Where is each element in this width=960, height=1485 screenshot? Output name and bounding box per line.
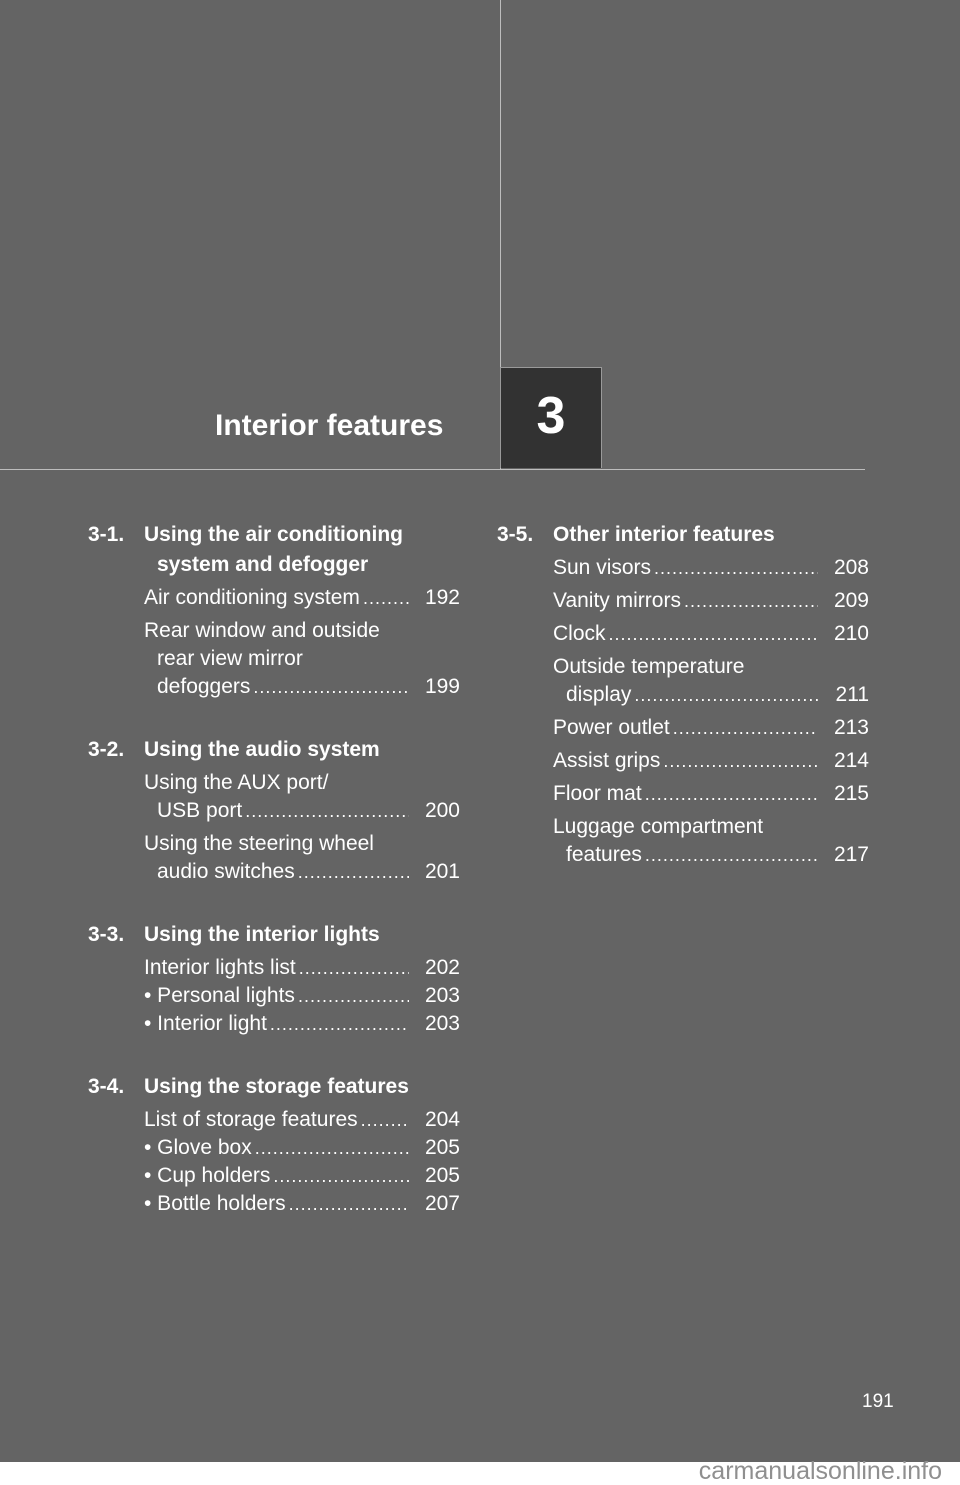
- section-title[interactable]: Using the air conditioning system and defogger: [144, 523, 403, 576]
- page-ref: 217: [833, 843, 869, 866]
- leader-dots: [298, 982, 409, 1010]
- section-title[interactable]: Using the storage features: [144, 1075, 409, 1098]
- page-ref: 214: [833, 749, 869, 772]
- chapter-number: 3: [536, 387, 566, 445]
- leader-dots: [673, 714, 818, 742]
- section-title[interactable]: Using the interior lights: [144, 923, 380, 946]
- toc-entry[interactable]: • Bottle holders ..... 207: [144, 1190, 460, 1218]
- page-ref: 210: [833, 622, 869, 645]
- page-ref: 207: [424, 1192, 460, 1215]
- leader-dots: [654, 554, 818, 582]
- toc-entry[interactable]: Rear window and outside rear view mirror defoggers ..... 199: [144, 617, 460, 701]
- toc-right-column: [497, 520, 869, 903]
- leader-dots: [255, 1134, 409, 1162]
- toc-section-3-5: [497, 520, 869, 869]
- toc-entry[interactable]: Vanity mirrors ..... 209: [553, 587, 869, 615]
- toc-section-3-4: [88, 1072, 460, 1218]
- leader-dots: [363, 584, 409, 612]
- leader-dots: [634, 681, 818, 709]
- page-ref: 215: [833, 782, 869, 805]
- section-title[interactable]: Other interior features: [553, 523, 775, 546]
- leader-dots: [609, 620, 818, 648]
- leader-dots: [663, 747, 818, 775]
- toc-section-3-1: [88, 520, 460, 701]
- section-number: 3-4.: [88, 1075, 125, 1098]
- leader-dots: [253, 673, 409, 701]
- toc-entry[interactable]: • Cup holders ..... 205: [144, 1162, 460, 1190]
- toc-entry[interactable]: Floor mat ..... 215: [553, 780, 869, 808]
- watermark: carmanualsonline.info: [698, 1457, 942, 1485]
- leader-dots: [270, 1010, 409, 1038]
- leader-dots: [299, 954, 409, 982]
- page-ref: 213: [833, 716, 869, 739]
- page-ref: 202: [424, 956, 460, 979]
- section-number: 3-2.: [88, 738, 125, 761]
- horizontal-rule: [0, 469, 865, 470]
- toc-entry[interactable]: Power outlet ..... 213: [553, 714, 869, 742]
- section-number: 3-1.: [88, 523, 125, 546]
- page-ref: 203: [424, 1012, 460, 1035]
- page-ref: 200: [424, 799, 460, 822]
- toc-entry[interactable]: Assist grips ..... 214: [553, 747, 869, 775]
- page-ref: 205: [424, 1136, 460, 1159]
- toc-entry[interactable]: Luggage compartment features ..... 217: [553, 813, 869, 869]
- page-ref: 201: [424, 860, 460, 883]
- page-ref: 209: [833, 589, 869, 612]
- toc-entry[interactable]: Air conditioning system ..... 192: [144, 584, 460, 612]
- chapter-title: Interior features: [215, 409, 444, 442]
- leader-dots: [289, 1190, 409, 1218]
- leader-dots: [273, 1162, 409, 1190]
- toc-entry[interactable]: Using the steering wheel audio switches ..... 201: [144, 830, 460, 886]
- page-ref: 192: [424, 586, 460, 609]
- leader-dots: [298, 858, 409, 886]
- leader-dots: [645, 841, 818, 869]
- leader-dots: [684, 587, 818, 615]
- page-ref: 204: [424, 1108, 460, 1131]
- page-ref: 203: [424, 984, 460, 1007]
- leader-dots: [645, 780, 818, 808]
- toc-entry[interactable]: Using the AUX port/ USB port ..... 200: [144, 769, 460, 825]
- toc-entry[interactable]: • Interior light ..... 203: [144, 1010, 460, 1038]
- section-title[interactable]: Using the audio system: [144, 738, 380, 761]
- toc-entry[interactable]: Outside temperature display ..... 211: [553, 653, 869, 709]
- page-number: 191: [862, 1391, 894, 1412]
- toc-entry[interactable]: Sun visors ..... 208: [553, 554, 869, 582]
- toc-section-3-2: [88, 735, 460, 886]
- toc-entry[interactable]: Clock ..... 210: [553, 620, 869, 648]
- leader-dots: [245, 797, 409, 825]
- section-number: 3-3.: [88, 923, 125, 946]
- toc-section-3-3: [88, 920, 460, 1038]
- leader-dots: [361, 1106, 409, 1134]
- section-number: 3-5.: [497, 523, 534, 546]
- toc-entry[interactable]: • Glove box ..... 205: [144, 1134, 460, 1162]
- toc-entry[interactable]: List of storage features ..... 204: [144, 1106, 460, 1134]
- page-ref: 205: [424, 1164, 460, 1187]
- toc-entry[interactable]: Interior lights list ..... 202: [144, 954, 460, 982]
- chapter-number-tab: [500, 367, 602, 468]
- page-ref: 199: [424, 675, 460, 698]
- toc-left-column: [88, 520, 460, 1252]
- page-ref: 208: [833, 556, 869, 579]
- page-ref: 211: [835, 683, 869, 706]
- toc-entry[interactable]: • Personal lights ..... 203: [144, 982, 460, 1010]
